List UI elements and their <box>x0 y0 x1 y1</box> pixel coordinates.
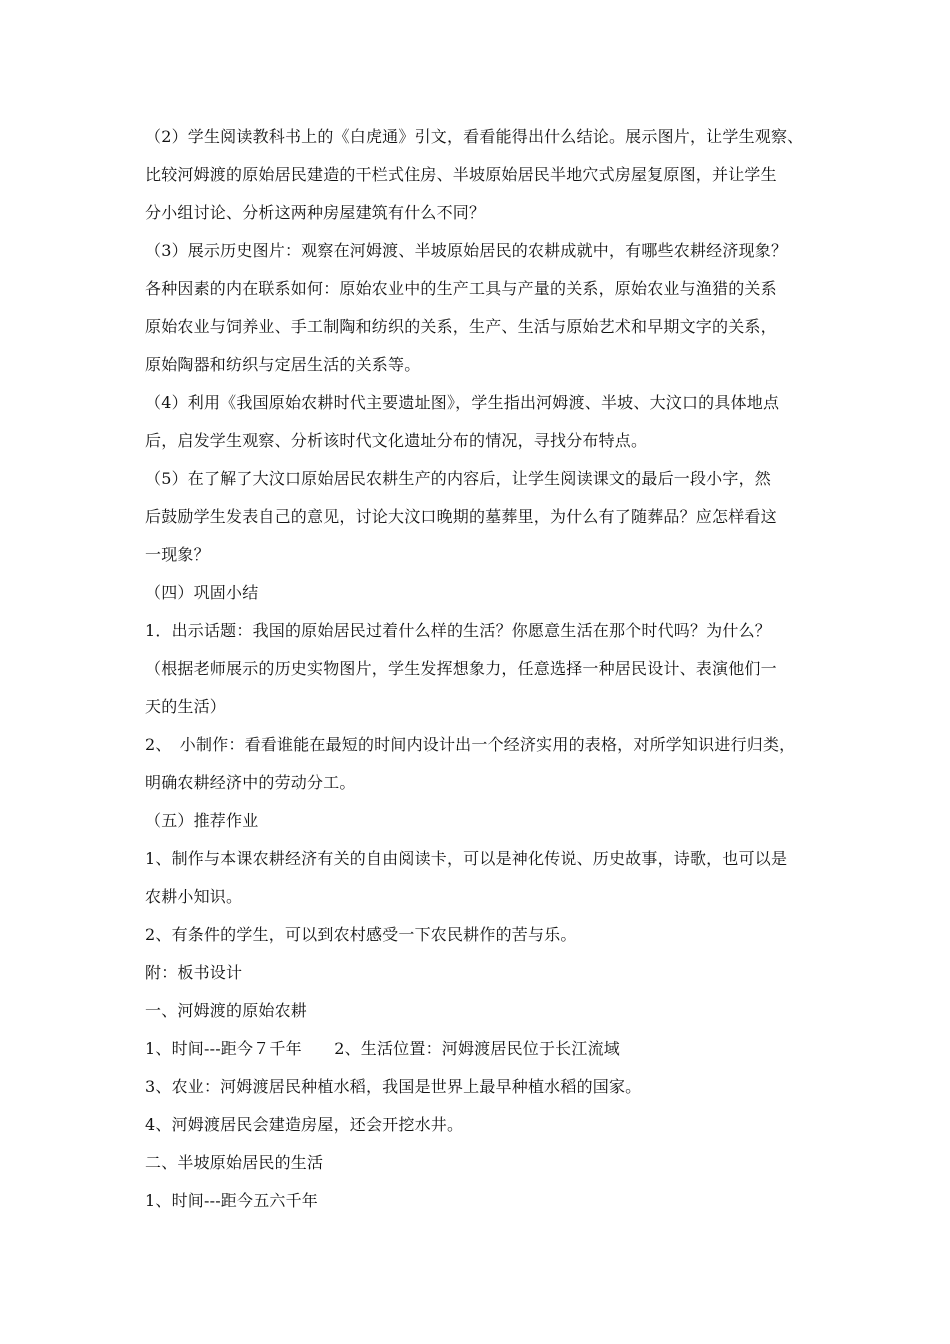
section-heading: 一、河姆渡的原始农耕 <box>145 1001 308 1020</box>
text-line: 1．出示话题：我国的原始居民过着什么样的生活？你愿意生活在那个时代吗？为什么？ <box>145 621 771 640</box>
text-line: 分小组讨论、分析这两种房屋建筑有什么不同？ <box>145 203 486 222</box>
text-line: 原始陶器和纺织与定居生活的关系等。 <box>145 355 421 374</box>
section-heading: 二、半坡原始居民的生活 <box>145 1153 324 1172</box>
text-line: 农耕小知识。 <box>145 887 243 906</box>
text-line: 比较河姆渡的原始居民建造的干栏式住房、半坡原始居民半地穴式房屋复原图，并让学生 <box>145 165 777 184</box>
section-heading: （五）推荐作业 <box>145 811 259 830</box>
text-line: 一现象？ <box>145 545 210 564</box>
text-line: （2）学生阅读教科书上的《白虎通》引文，看看能得出什么结论。展示图片，让学生观察、 <box>145 127 804 146</box>
text-line: 4、河姆渡居民会建造房屋，还会开挖水井。 <box>145 1115 464 1134</box>
text-line: 后鼓励学生发表自己的意见，讨论大汶口晚期的墓葬里，为什么有了随葬品？应怎样看这 <box>145 507 777 526</box>
text-line: 1、时间---距今五六千年 <box>145 1191 318 1210</box>
text-line: 天的生活） <box>145 697 227 716</box>
text-line: 2、有条件的学生，可以到农村感受一下农民耕作的苦与乐。 <box>145 925 577 944</box>
text-line: 3、农业：河姆渡居民种植水稻，我国是世界上最早种植水稻的国家。 <box>145 1077 642 1096</box>
text-line: 后，启发学生观察、分析该时代文化遗址分布的情况，寻找分布特点。 <box>145 431 648 450</box>
text-line: （5）在了解了大汶口原始居民农耕生产的内容后，让学生阅读课文的最后一段小字，然 <box>145 469 771 488</box>
section-heading: 附：板书设计 <box>145 963 243 982</box>
text-line: 1、时间---距今７千年 2、生活位置：河姆渡居民位于长江流域 <box>145 1039 620 1058</box>
section-heading: （四）巩固小结 <box>145 583 259 602</box>
text-line: （4）利用《我国原始农耕时代主要遗址图》，学生指出河姆渡、半坡、大汶口的具体地点 <box>145 393 780 412</box>
text-line: （3）展示历史图片：观察在河姆渡、半坡原始居民的农耕成就中，有哪些农耕经济现象？ <box>145 241 788 260</box>
text-line: 明确农耕经济中的劳动分工。 <box>145 773 356 792</box>
text-line: 各种因素的内在联系如何：原始农业中的生产工具与产量的关系，原始农业与渔猎的关系 <box>145 279 777 298</box>
text-line: 原始农业与饲养业、手工制陶和纺织的关系，生产、生活与原始艺术和早期文字的关系， <box>145 317 777 336</box>
text-line: 1、制作与本课农耕经济有关的自由阅读卡，可以是神化传说、历史故事，诗歌，也可以是 <box>145 849 788 868</box>
text-line: 2、 小制作：看看谁能在最短的时间内设计出一个经济实用的表格，对所学知识进行归类， <box>145 735 796 754</box>
text-line: （根据老师展示的历史实物图片，学生发挥想象力，任意选择一种居民设计、表演他们一 <box>145 659 777 678</box>
